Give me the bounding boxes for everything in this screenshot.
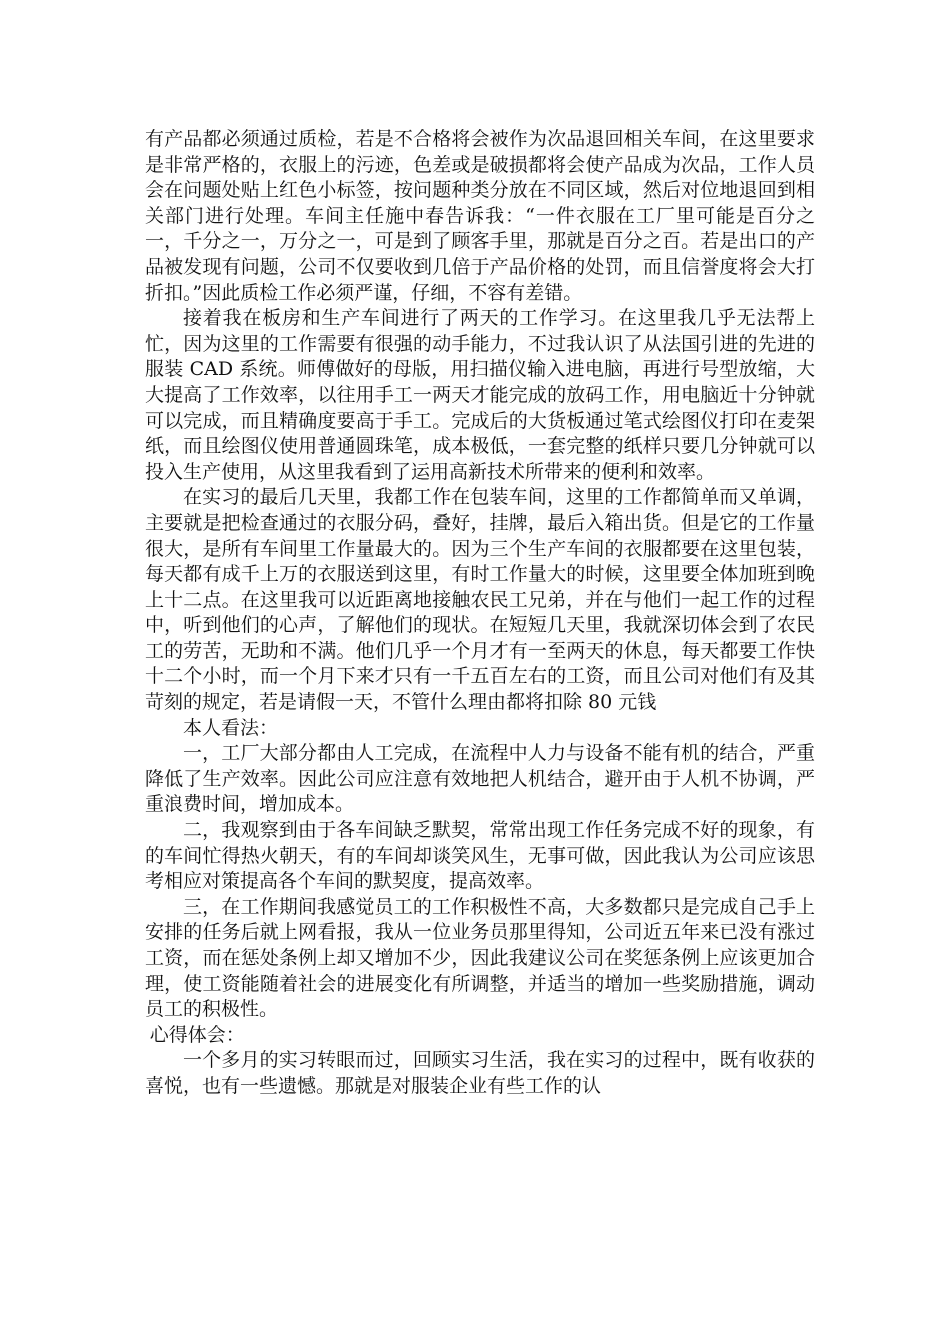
paragraph-view-three: 三，在工作期间我感觉员工的工作积极性不高，大多数都只是完成自己手上安排的任务后就上网看报，我从一位业务员那里得知，公司近五年来已没有涨过工资，而在惩处条例上却又增加不少，因此我建议公司在奖惩条例上应该更加合理，使工资能随着社会的进展变化有所调整，并适当的增加一些奖励措施，调动员工的积极性。 bbox=[145, 895, 815, 1021]
document-page bbox=[145, 127, 815, 1100]
paragraph-packing-workshop: 在实习的最后几天里，我都工作在包装车间，这里的工作都简单而又单调，主要就是把检查通过的衣服分码，叠好，挂牌，最后入箱出货。但是它的工作量很大，是所有车间里工作量最大的。因为三个生产车间的衣服都要在这里包装，每天都有成千上万的衣服送到这里，有时工作量大的时候，这里要全体加班到晚上十二点。在这里我可以近距离地接触农民工兄弟，并在与他们一起工作的过程中，听到他们的心声，了解他们的现状。在短短几天里，我就深切体会到了农民工的劳苦，无助和不满。他们几乎一个月才有一至两天的休息，每天都要工作快十二个小时，而一个月下来才只有一千五百左右的工资，而且公司对他们有及其苛刻的规定，若是请假一天，不管什么理由都将扣除 80 元钱 bbox=[145, 486, 815, 714]
paragraph-view-two: 二，我观察到由于各车间缺乏默契，常常出现工作任务完成不好的现象，有的车间忙得热火朝天，有的车间却谈笑风生，无事可做，因此我认为公司应该思考相应对策提高各个车间的默契度，提高效率。 bbox=[145, 819, 815, 893]
paragraph-pattern-room: 接着我在板房和生产车间进行了两天的工作学习。在这里我几乎无法帮上忙，因为这里的工作需要有很强的动手能力，不过我认识了从法国引进的先进的服装 CAD 系统。师傅做好的母版，用扫描仪输入进电脑，再进行号型放缩，大大提高了工作效率，以往用手工一两天才能完成的放码工作，用电脑近十分钟就可以完成，而且精确度要高于手工。完成后的大货板通过笔式绘图仪打印在麦架纸，而且绘图仪使用普通圆珠笔，成本极低，一套完整的纸样只要几分钟就可以投入生产使用，从这里我看到了运用高新技术所带来的便利和效率。 bbox=[145, 307, 815, 483]
paragraph-quality-check: 有产品都必须通过质检，若是不合格将会被作为次品退回相关车间，在这里要求是非常严格的，衣服上的污迹，色差或是破损都将会使产品成为次品，工作人员会在问题处贴上红色小标签，按问题种类分放在不同区域，然后对位地退回到相关部门进行处理。车间主任施中春告诉我：“一件衣服在工厂里可能是百分之一，千分之一，万分之一，可是到了顾客手里，那就是百分之百。若是出口的产品被发现有问题，公司不仅要收到几倍于产品价格的处罚，而且信誉度将会大打折扣。”因此质检工作必须严谨，仔细，不容有差错。 bbox=[145, 128, 815, 304]
paragraph-view-one: 一，工厂大部分都由人工完成，在流程中人力与设备不能有机的结合，严重降低了生产效率。因此公司应注意有效地把人机结合，避开由于人机不协调，严重浪费时间，增加成本。 bbox=[145, 742, 815, 816]
heading-personal-views: 本人看法： bbox=[183, 716, 279, 739]
paragraph-reflections: 一个多月的实习转眼而过，回顾实习生活，我在实习的过程中，既有收获的喜悦，也有一些遗憾。那就是对服装企业有些工作的认 bbox=[145, 1049, 815, 1097]
heading-reflections: 心得体会： bbox=[149, 1023, 245, 1046]
